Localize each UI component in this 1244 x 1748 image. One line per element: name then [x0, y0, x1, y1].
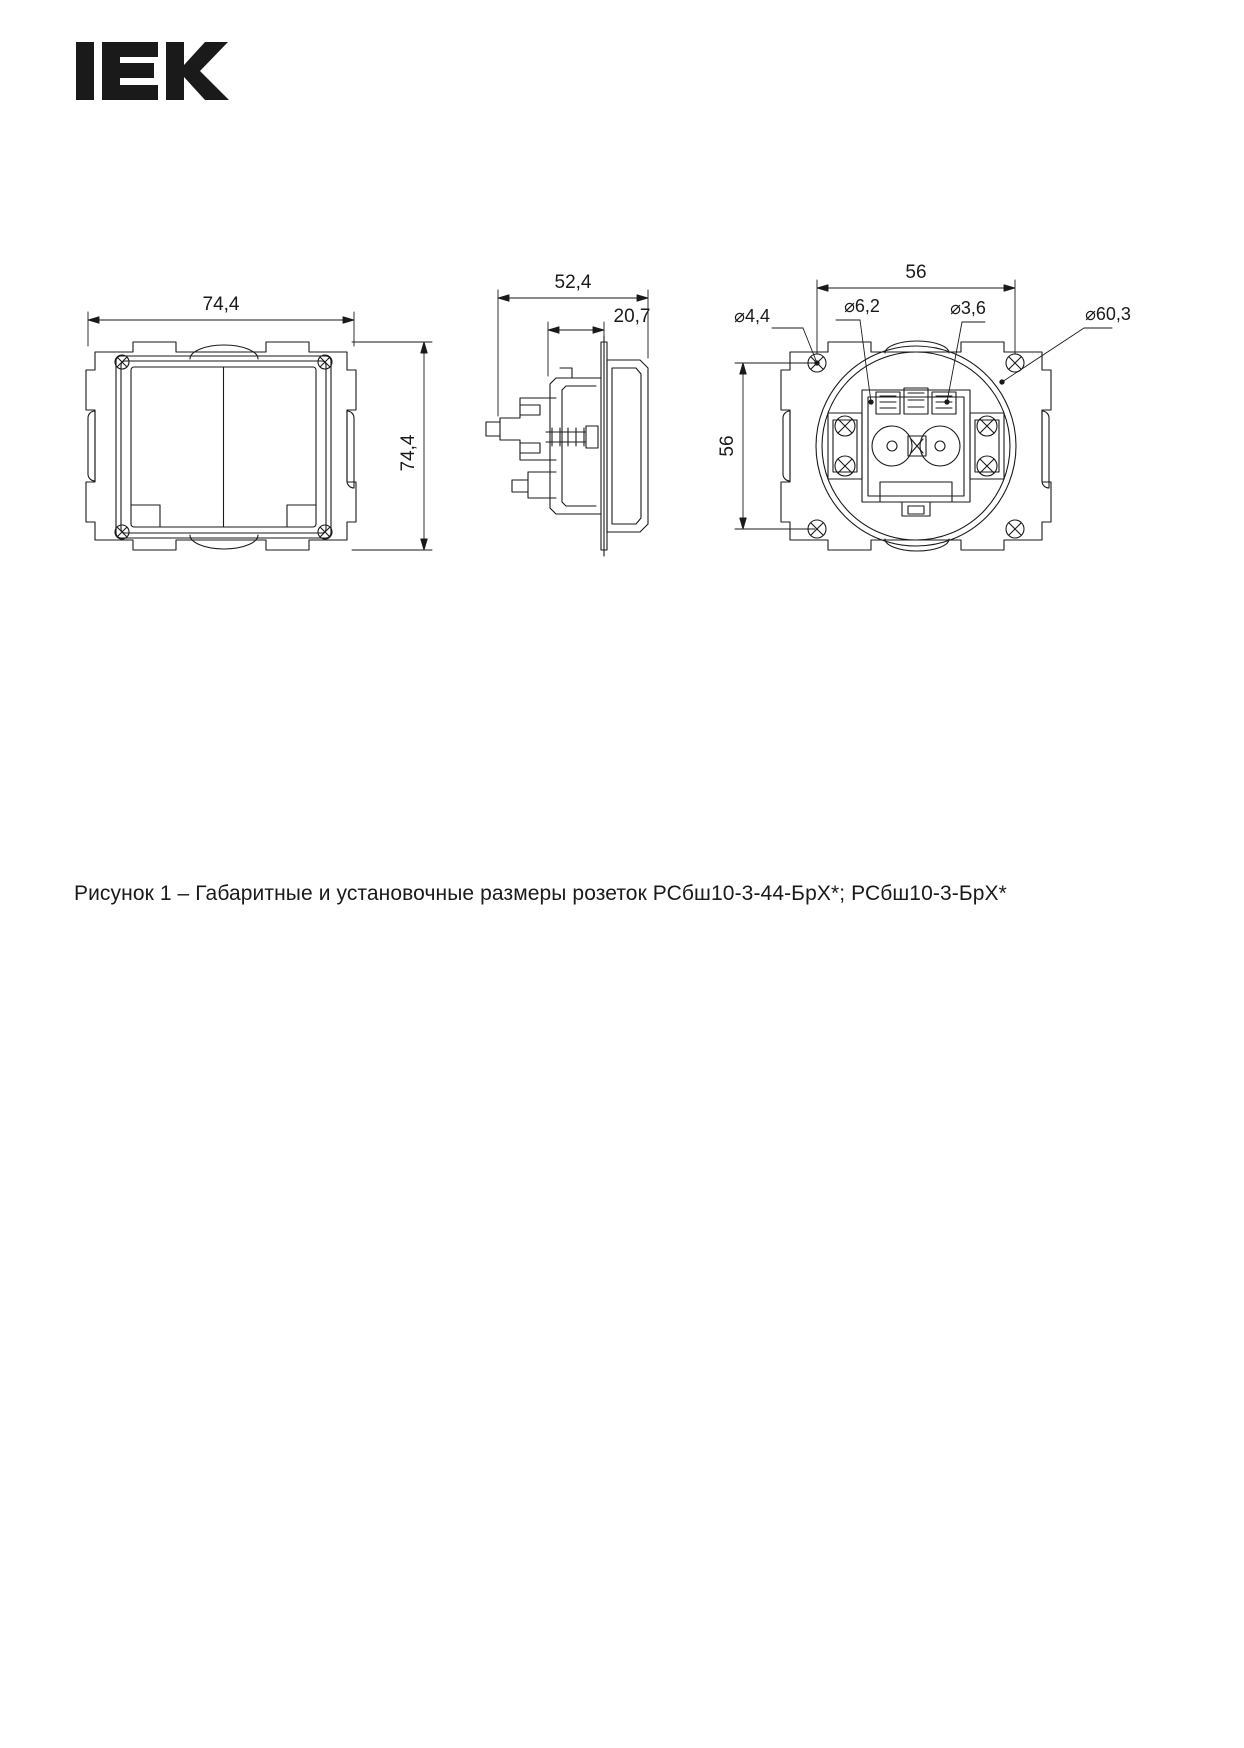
- dimension-front-width: [88, 312, 354, 346]
- dimension-rear-height: [735, 363, 815, 529]
- leader-hole-4-4: [772, 328, 819, 365]
- side-view: [486, 336, 648, 556]
- dim-hole-6-2-label: ⌀6,2: [844, 296, 880, 316]
- leader-hole-6-2: [836, 320, 873, 404]
- dim-hole-4-4-label: ⌀4,4: [734, 306, 770, 326]
- dimension-side-body-depth: [548, 322, 604, 376]
- dim-side-total-depth-label: 52,4: [554, 272, 592, 293]
- dim-rear-width-label: 56: [905, 262, 927, 283]
- rear-view: [781, 341, 1051, 551]
- dim-body-60-3-label: ⌀60,3: [1085, 304, 1131, 324]
- leader-body-60-3: [1000, 328, 1112, 384]
- dim-rear-height-label: 56: [717, 435, 738, 457]
- dim-hole-3-6-label: ⌀3,6: [950, 298, 986, 318]
- dim-side-body-depth-label: 20,7: [613, 306, 651, 327]
- dim-front-height-label: 74,4: [398, 434, 419, 472]
- technical-drawing: [0, 250, 1244, 670]
- figure-caption: Рисунок 1 – Габаритные и установочные размеры розеток РСбш10-3-44-БрХ*; РСбш10-3-БрХ*: [74, 882, 1007, 905]
- front-view: [86, 342, 356, 550]
- dim-front-width-label: 74,4: [202, 294, 240, 315]
- dimension-front-height: [352, 342, 432, 550]
- iek-logo: [74, 38, 234, 106]
